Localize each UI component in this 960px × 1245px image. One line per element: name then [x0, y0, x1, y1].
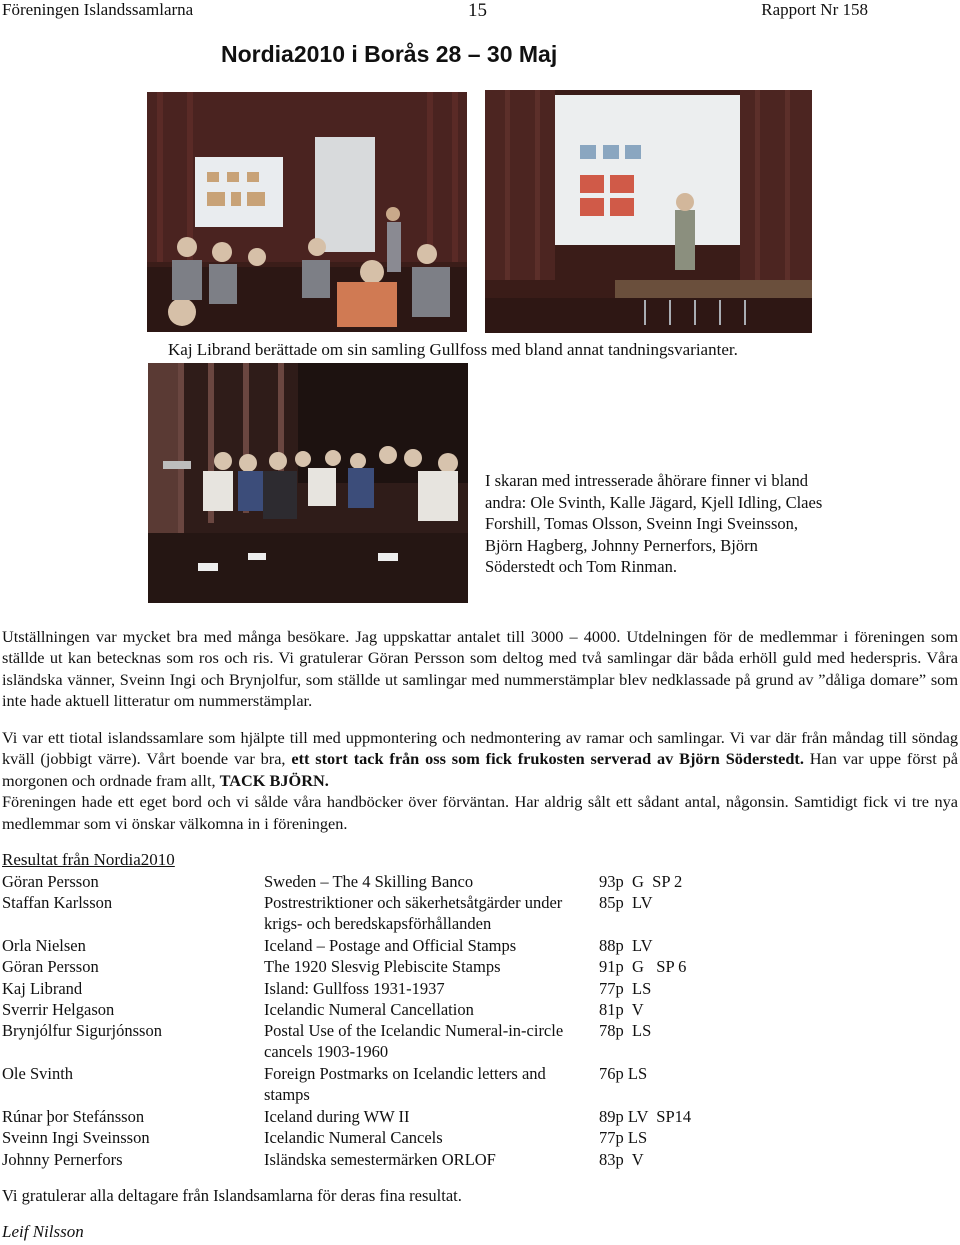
result-score: 81p V: [599, 1000, 644, 1019]
result-exhibit: Isländska semestermärken ORLOF: [264, 1150, 496, 1169]
result-exhibit: Sweden – The 4 Skilling Banco: [264, 872, 474, 891]
paragraph-volunteers: [2, 727, 958, 834]
result-name: Brynjólfur Sigurjónsson: [2, 1021, 162, 1040]
result-score: 89p LV SP14: [599, 1107, 692, 1126]
result-exhibit: Postrestriktioner och säkerhetsåtgärder under krigs- och beredskapsförhållanden: [264, 893, 563, 934]
result-exhibit: Icelandic Numeral Cancels: [264, 1128, 443, 1147]
result-name: Johnny Pernerfors: [2, 1150, 123, 1169]
paragraph-association-table: Föreningen hade ett eget bord och vi sålde våra handböcker över förväntan. Har aldrig sålt ett sådant antal, någonsin. Samtidigt fick vi tre nya medlemmar som vi önskar välkomna in i föreningen.: [2, 792, 958, 833]
result-name: Staffan Karlsson: [2, 893, 113, 912]
result-score: 91p G SP 6: [599, 957, 687, 976]
result-exhibit: Icelandic Numeral Cancellation: [264, 1000, 474, 1019]
result-score: 77p LS: [599, 979, 652, 998]
result-name: Orla Nielsen: [2, 936, 86, 955]
photo-audience-projection: [147, 92, 467, 332]
result-score: 93p G SP 2: [599, 872, 683, 891]
result-name: Rúnar þor Stefánsson: [2, 1107, 145, 1126]
photo-presenter-at-screen: [485, 90, 812, 333]
paragraph-volunteers-text-a: Vi var ett tiotal islandssamlare som hjälpte till med uppmontering och nedmontering av ramar och samlingar. Vi var där från måndag till söndag kväll (jobbigt värre). Vårt boende var bra,: [2, 728, 958, 769]
result-score: 76p LS: [599, 1064, 648, 1083]
photo-seated-audience: [148, 363, 468, 603]
result-exhibit: The 1920 Slesvig Plebiscite Stamps: [264, 957, 501, 976]
results-title: Resultat från Nordia2010: [2, 850, 175, 869]
paragraph-volunteers-tack: TACK BJÖRN.: [219, 770, 329, 790]
result-name: Ole Svinth: [2, 1064, 74, 1083]
result-name: Sveinn Ingi Sveinsson: [2, 1128, 150, 1147]
result-exhibit: Iceland – Postage and Official Stamps: [264, 936, 517, 955]
result-name: Göran Persson: [2, 872, 99, 891]
paragraph-exhibition: Utställningen var mycket bra med många besökare. Jag uppskattar antalet till 3000 – 4000. Utdelningen för de medlemmar i föreningen som ställde ut kan betecknas som ros och ris. Vi gratulerar Göran Persson som deltog med två samlingar där båda erhöll guld med hederspris. Våra isländska vänner, Sveinn Ingi och Brynjolfur, som ställde ut samlingar med nummerstämplar blev nedklassade på grund av ”dåliga domare” som inte hade aktuell litteratur om nummerstämplar.: [2, 627, 958, 711]
header-association-name: Föreningen Islandssamlarna: [2, 0, 194, 19]
result-score: 83p V: [599, 1150, 644, 1169]
result-name: Kaj Librand: [2, 979, 83, 998]
result-name: Göran Persson: [2, 957, 99, 976]
result-score: 78p LS: [599, 1021, 652, 1040]
result-name: Sverrir Helgason: [2, 1000, 115, 1019]
paragraph-volunteers-thanks: ett stort tack från oss som fick frukosten serverad av Björn Söderstedt.: [291, 749, 804, 769]
photo-caption-presenter: Kaj Librand berättade om sin samling Gullfoss med bland annat tandningsvarianter.: [168, 340, 738, 359]
result-score: 77p LS: [599, 1128, 648, 1147]
result-score: 85p LV: [599, 893, 653, 912]
author-signature: Leif Nilsson: [2, 1222, 84, 1241]
photo-caption-audience: I skaran med intresserade åhörare finner vi bland andra: Ole Svinth, Kalle Jägard, Kjell Idling, Claes Forshill, Tomas Olsson, Sveinn Ingi Sveinsson, Björn Hagberg, Johnny Pernerfors, Björn Söderstedt och Tom Rinman.: [485, 471, 823, 576]
header-report-number: Rapport Nr 158: [761, 0, 868, 19]
page-number: 15: [468, 0, 487, 21]
closing-congratulations: Vi gratulerar alla deltagare från Islandsamlarna för deras fina resultat.: [2, 1186, 462, 1205]
result-exhibit: Iceland during WW II: [264, 1107, 410, 1126]
paragraph-volunteers-text-b: Han var uppe först på morgonen och ordnade fram allt,: [2, 749, 959, 790]
result-exhibit: Postal Use of the Icelandic Numeral-in-circle cancels 1903-1960: [264, 1021, 564, 1062]
page-title: Nordia2010 i Borås 28 – 30 Maj: [221, 41, 558, 67]
result-score: 88p LV: [599, 936, 653, 955]
result-exhibit: Foreign Postmarks on Icelandic letters and stamps: [264, 1064, 546, 1105]
result-exhibit: Island: Gullfoss 1931-1937: [264, 979, 445, 998]
